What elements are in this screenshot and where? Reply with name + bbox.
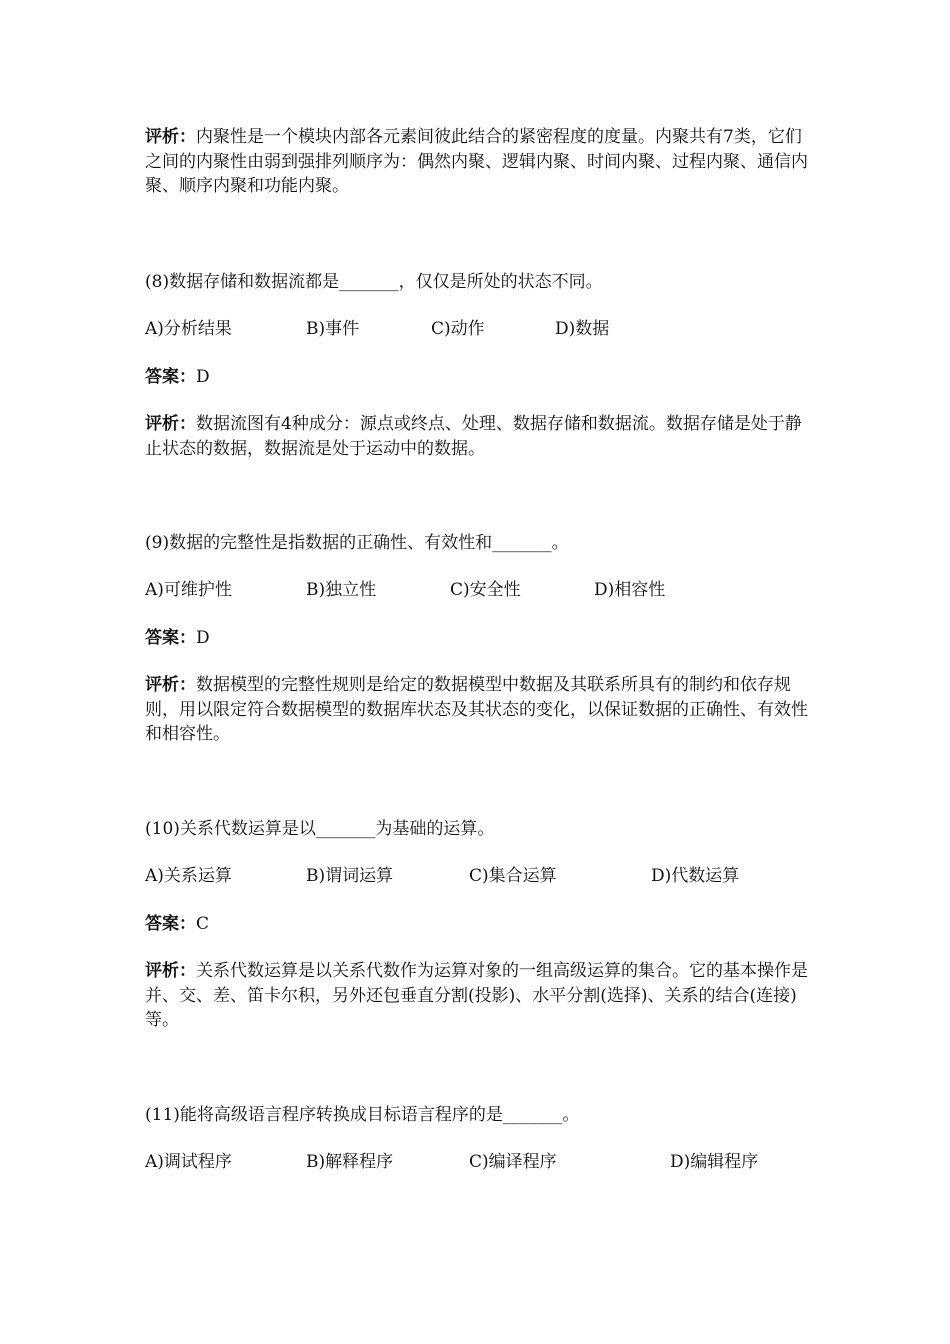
option-c: C)安全性	[450, 580, 521, 600]
analysis-paragraph	[145, 412, 810, 461]
option-b: B)解释程序	[306, 1152, 394, 1172]
option-c: C)集合运算	[469, 866, 557, 886]
analysis-paragraph	[145, 959, 810, 1033]
option-b: B)事件	[306, 319, 360, 339]
option-d: D)代数运算	[651, 866, 740, 886]
analysis-text: 内聚性是一个模块内部各元素间彼此结合的紧密程度的度量。内聚共有7类，它们之间的内聚性由弱到强排列顺序为：偶然内聚、逻辑内聚、时间内聚、过程内聚、通信内聚、顺序内聚和功能内聚。	[145, 127, 808, 196]
analysis-label: 评析：	[145, 675, 196, 695]
option-a: A)关系运算	[145, 866, 232, 886]
option-c: C)编译程序	[469, 1152, 557, 1172]
analysis-text: 关系代数运算是以关系代数作为运算对象的一组高级运算的集合。它的基本操作是并、交、差、笛卡尔积，另外还包垂直分割(投影)、水平分割(选择)、关系的结合(连接)等。	[145, 961, 808, 1030]
analysis-paragraph	[145, 125, 810, 199]
option-c: C)动作	[431, 319, 485, 339]
answer-label: 答案：	[145, 628, 196, 648]
analysis-text: 数据模型的完整性规则是给定的数据模型中数据及其联系所具有的制约和依存规则，用以限定符合数据模型的数据库状态及其状态的变化，以保证数据的正确性、有效性和相容性。	[145, 675, 808, 744]
question-stem: (8)数据存储和数据流都是_______，仅仅是所处的状态不同。	[145, 272, 603, 292]
option-d: D)编辑程序	[670, 1152, 759, 1172]
question-stem: (10)关系代数运算是以_______为基础的运算。	[145, 819, 495, 839]
option-b: B)谓词运算	[306, 866, 394, 886]
answer-value: D	[196, 628, 210, 648]
question-stem: (11)能将高级语言程序转换成目标语言程序的是_______。	[145, 1105, 580, 1125]
analysis-text: 数据流图有4种成分：源点或终点、处理、数据存储和数据流。数据存储是处于静止状态的数据，数据流是处于运动中的数据。	[145, 414, 802, 459]
answer-value: C	[196, 914, 210, 934]
answer-value: D	[196, 367, 210, 387]
analysis-label: 评析：	[145, 414, 196, 434]
option-d: D)相容性	[594, 580, 666, 600]
answer-label: 答案：	[145, 914, 196, 934]
answer-line	[145, 912, 209, 936]
analysis-paragraph	[145, 673, 810, 747]
answer-line	[145, 365, 210, 389]
question-stem: (9)数据的完整性是指数据的正确性、有效性和_______。	[145, 533, 569, 553]
option-d: D)数据	[555, 319, 610, 339]
answer-line	[145, 626, 210, 650]
answer-label: 答案：	[145, 367, 196, 387]
analysis-label: 评析：	[145, 961, 196, 981]
option-a: A)调试程序	[145, 1152, 232, 1172]
option-a: A)可维护性	[145, 580, 232, 600]
option-a: A)分析结果	[145, 319, 232, 339]
analysis-label: 评析：	[145, 127, 196, 147]
option-b: B)独立性	[306, 580, 377, 600]
